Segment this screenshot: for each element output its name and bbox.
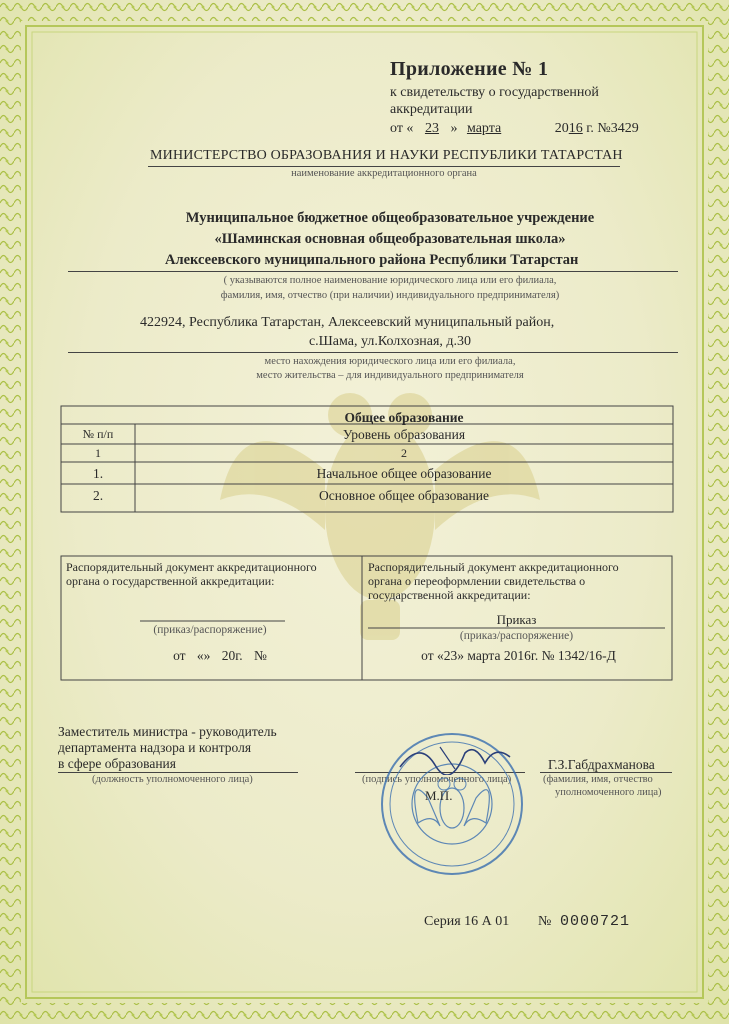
appendix-number: 3429 <box>610 121 639 136</box>
row-2-num: 2. <box>92 488 104 503</box>
right-doc-title3: государственной аккредитации: <box>368 588 531 602</box>
date-mid: » <box>450 121 458 136</box>
date-day: 23 <box>424 121 439 136</box>
stamp-mp-label: М.П. <box>425 788 453 803</box>
right-doc-title2: органа о переоформлении свидетельства о <box>368 574 586 588</box>
series-label: Серия 16 А 01 <box>424 914 510 929</box>
signer-name: Г.З.Габдрахманова <box>548 757 655 772</box>
date-month: марта <box>466 121 502 136</box>
left-doc-caption: (приказ/распоряжение) <box>153 624 267 636</box>
address-line1: 422924, Республика Татарстан, Алексеевский муниципальный район, <box>140 315 555 330</box>
row-2-level: Основное общее образование <box>319 488 489 503</box>
year-suffix: 16 <box>568 121 583 136</box>
left-doc-title1: Распорядительный документ аккредитационного <box>66 560 317 574</box>
col-level-header: Уровень образования <box>342 427 466 442</box>
left-doc-title2: органа о государственной аккредитации: <box>66 574 275 588</box>
position-caption: (должность уполномоченного лица) <box>92 774 253 785</box>
row-1-num: 1. <box>92 466 104 481</box>
handwritten-signature <box>380 735 530 775</box>
name-caption1: (фамилия, имя, отчество <box>543 774 653 785</box>
appendix-line1: к свидетельству о государственной <box>390 85 599 100</box>
address-caption1: место нахождения юридического лица или его филиала, <box>264 356 516 367</box>
year-tail: г. № <box>586 121 611 136</box>
position-line3: в сфере образования <box>58 756 176 771</box>
ministry-caption: наименование аккредитационного органа <box>291 168 477 179</box>
right-doc-date: от «23» марта 2016г. № 1342/16-Д <box>421 648 616 663</box>
year-prefix: 20 <box>554 121 569 136</box>
appendix-title: Приложение № 1 <box>390 58 549 80</box>
series-number: 0000721 <box>560 913 631 930</box>
position-line2: департамента надзора и контроля <box>58 740 252 755</box>
org-line1: Муниципальное бюджетное общеобразовательное учреждение <box>185 210 595 226</box>
sign-caption: (подпись уполномоченного лица) <box>362 774 512 785</box>
index-level: 2 <box>401 446 407 460</box>
left-doc-date: от «» 20г. № <box>173 648 267 663</box>
right-doc-caption: (приказ/распоряжение) <box>459 630 574 642</box>
org-caption1: ( указываются полное наименование юридического лица или его филиала, <box>223 275 557 286</box>
name-caption2: уполномоченного лица) <box>555 787 662 798</box>
address-caption2: место жительства – для индивидуального предпринимателя <box>256 370 524 381</box>
index-num: 1 <box>95 446 101 460</box>
table-header: Общее образование <box>344 410 464 425</box>
org-line3: Алексеевского муниципального района Республики Татарстан <box>165 252 579 268</box>
series-no-label: № <box>538 914 552 929</box>
org-line2: «Шаминская основная общеобразовательная школа» <box>214 231 566 247</box>
address-line2: с.Шама, ул.Колхозная, д.30 <box>308 334 472 349</box>
appendix-line2: аккредитации <box>390 102 473 117</box>
right-doc-title1: Распорядительный документ аккредитационного <box>368 560 619 574</box>
position-line1: Заместитель министра - руководитель <box>58 724 277 739</box>
right-doc-type: Приказ <box>496 612 537 627</box>
org-caption2: фамилия, имя, отчество (при наличии) индивидуального предпринимателя) <box>220 290 560 301</box>
ministry-name: МИНИСТЕРСТВО ОБРАЗОВАНИЯ И НАУКИ РЕСПУБЛИКИ ТАТАРСТАН <box>150 148 623 163</box>
col-num-header: № п/п <box>82 427 114 441</box>
date-prefix: от « <box>390 121 414 136</box>
row-1-level: Начальное общее образование <box>316 466 492 481</box>
